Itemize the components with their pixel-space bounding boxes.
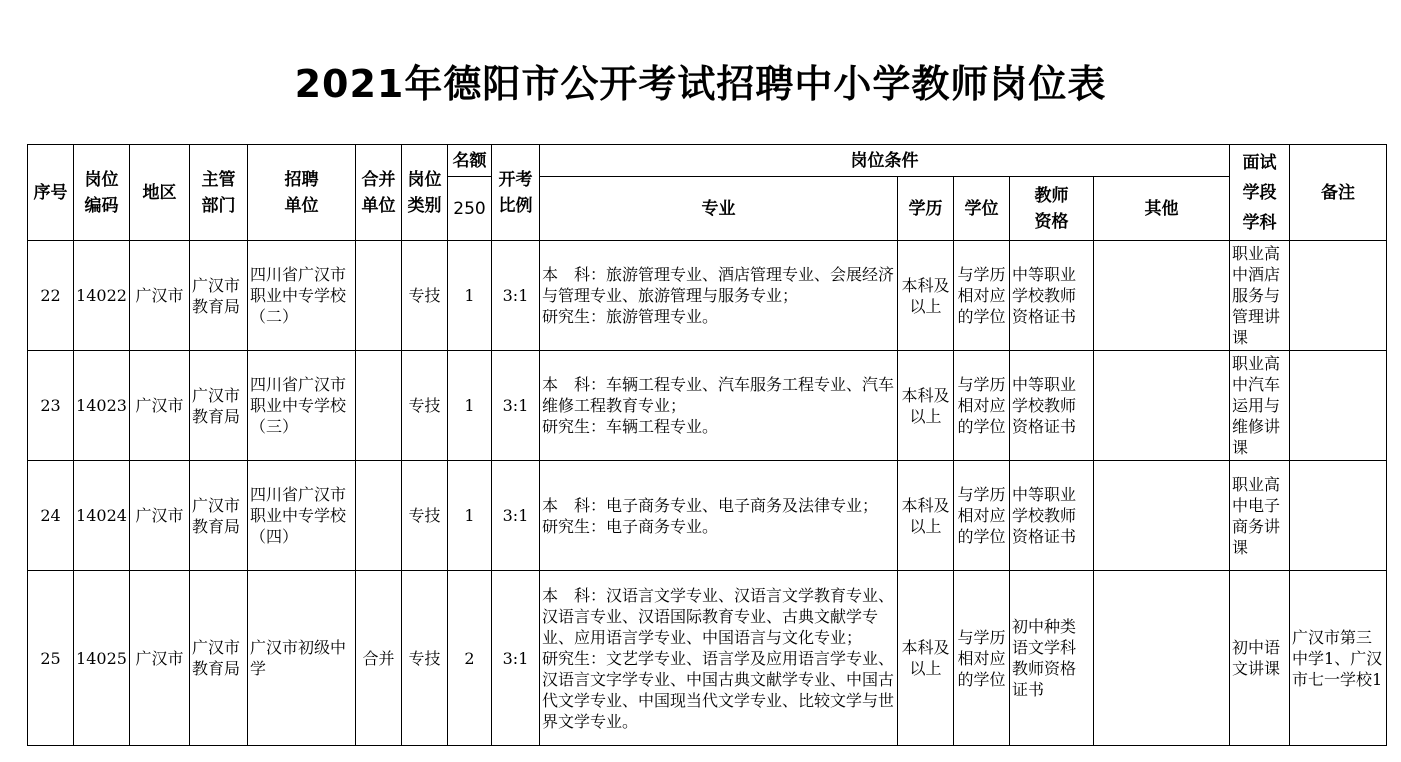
cell-interview: 职业高中电子商务讲课 xyxy=(1230,461,1290,571)
cell-degree: 与学历相对应的学位 xyxy=(954,351,1010,461)
header-education: 学历 xyxy=(898,177,954,241)
cell-merge xyxy=(356,351,402,461)
cell-unit: 四川省广汉市职业中专学校（四） xyxy=(248,461,356,571)
header-degree: 学位 xyxy=(954,177,1010,241)
cell-dept: 广汉市教育局 xyxy=(190,351,248,461)
cell-cert: 中等职业学校教师资格证书 xyxy=(1010,351,1094,461)
cell-remarks xyxy=(1290,461,1387,571)
header-major: 专业 xyxy=(540,177,898,241)
cell-dept: 广汉市教育局 xyxy=(190,241,248,351)
cell-ratio: 3:1 xyxy=(492,241,540,351)
cell-unit: 四川省广汉市职业中专学校（三） xyxy=(248,351,356,461)
cell-education: 本科及以上 xyxy=(898,571,954,746)
cell-code: 14023 xyxy=(74,351,130,461)
header-ratio: 开考 比例 xyxy=(492,145,540,241)
cell-education: 本科及以上 xyxy=(898,351,954,461)
page-title: 2021年德阳市公开考试招聘中小学教师岗位表 xyxy=(294,62,1107,106)
cell-area: 广汉市 xyxy=(130,351,190,461)
table-row xyxy=(28,351,1387,461)
cell-degree: 与学历相对应的学位 xyxy=(954,241,1010,351)
cell-seq: 24 xyxy=(28,461,74,571)
cell-type: 专技 xyxy=(402,461,448,571)
cell-type: 专技 xyxy=(402,351,448,461)
cell-other xyxy=(1094,571,1230,746)
header-cert: 教师 资格 xyxy=(1010,177,1094,241)
header-merge: 合并 单位 xyxy=(356,145,402,241)
cell-ratio: 3:1 xyxy=(492,351,540,461)
cell-education: 本科及以上 xyxy=(898,241,954,351)
table-row xyxy=(28,461,1387,571)
cell-education: 本科及以上 xyxy=(898,461,954,571)
cell-merge xyxy=(356,241,402,351)
cell-remarks: 广汉市第三中学1、广汉市七一学校1 xyxy=(1290,571,1387,746)
header-remarks: 备注 xyxy=(1290,145,1387,241)
cell-interview: 职业高中酒店服务与管理讲课 xyxy=(1230,241,1290,351)
cell-seq: 22 xyxy=(28,241,74,351)
cell-major: 本 科：车辆工程专业、汽车服务工程专业、汽车维修工程教育专业； 研究生：车辆工程专业。 xyxy=(540,351,898,461)
cell-area: 广汉市 xyxy=(130,571,190,746)
header-area: 地区 xyxy=(130,145,190,241)
cell-unit: 广汉市初级中学 xyxy=(248,571,356,746)
cell-cert: 初中种类语文学科教师资格证书 xyxy=(1010,571,1094,746)
cell-interview: 职业高中汽车运用与维修讲课 xyxy=(1230,351,1290,461)
cell-remarks xyxy=(1290,351,1387,461)
cell-merge: 合并 xyxy=(356,571,402,746)
header-type: 岗位 类别 xyxy=(402,145,448,241)
cell-ratio: 3:1 xyxy=(492,571,540,746)
header-unit: 招聘 单位 xyxy=(248,145,356,241)
header-quota-total: 250 xyxy=(448,177,492,241)
cell-major: 本 科：旅游管理专业、酒店管理专业、会展经济与管理专业、旅游管理与服务专业； 研究生：旅游管理专业。 xyxy=(540,241,898,351)
cell-code: 14024 xyxy=(74,461,130,571)
cell-unit: 四川省广汉市职业中专学校（二） xyxy=(248,241,356,351)
cell-dept: 广汉市教育局 xyxy=(190,461,248,571)
header-quota: 名额 xyxy=(448,145,492,177)
header-seq: 序号 xyxy=(28,145,74,241)
cell-degree: 与学历相对应的学位 xyxy=(954,461,1010,571)
cell-quota: 1 xyxy=(448,241,492,351)
cell-quota: 1 xyxy=(448,461,492,571)
cell-code: 14025 xyxy=(74,571,130,746)
table-header xyxy=(28,145,1387,241)
cell-dept: 广汉市教育局 xyxy=(190,571,248,746)
cell-code: 14022 xyxy=(74,241,130,351)
header-interview: 面试 学段 学科 xyxy=(1230,145,1290,241)
job-positions-table xyxy=(27,144,1387,746)
cell-other xyxy=(1094,461,1230,571)
header-conditions: 岗位条件 xyxy=(540,145,1230,177)
cell-type: 专技 xyxy=(402,241,448,351)
cell-seq: 23 xyxy=(28,351,74,461)
cell-ratio: 3:1 xyxy=(492,461,540,571)
table-row xyxy=(28,241,1387,351)
cell-remarks xyxy=(1290,241,1387,351)
cell-type: 专技 xyxy=(402,571,448,746)
header-other: 其他 xyxy=(1094,177,1230,241)
cell-quota: 1 xyxy=(448,351,492,461)
cell-quota: 2 xyxy=(448,571,492,746)
cell-area: 广汉市 xyxy=(130,241,190,351)
cell-degree: 与学历相对应的学位 xyxy=(954,571,1010,746)
cell-merge xyxy=(356,461,402,571)
cell-major: 本 科：电子商务专业、电子商务及法律专业； 研究生：电子商务专业。 xyxy=(540,461,898,571)
cell-cert: 中等职业学校教师资格证书 xyxy=(1010,241,1094,351)
cell-cert: 中等职业学校教师资格证书 xyxy=(1010,461,1094,571)
cell-other xyxy=(1094,241,1230,351)
cell-major: 本 科：汉语言文学专业、汉语言文学教育专业、汉语言专业、汉语国际教育专业、古典文献学专业、应用语言学专业、中国语言与文化专业； 研究生：文艺学专业、语言学及应用语言学专业、汉语言文字学专业、中国古典文献学专业、中国古代文学专业、中国现当代文学专业、比较文学与世界文学专业。 xyxy=(540,571,898,746)
cell-seq: 25 xyxy=(28,571,74,746)
header-code: 岗位 编码 xyxy=(74,145,130,241)
cell-area: 广汉市 xyxy=(130,461,190,571)
table-row xyxy=(28,571,1387,746)
header-dept: 主管 部门 xyxy=(190,145,248,241)
cell-interview: 初中语文讲课 xyxy=(1230,571,1290,746)
cell-other xyxy=(1094,351,1230,461)
